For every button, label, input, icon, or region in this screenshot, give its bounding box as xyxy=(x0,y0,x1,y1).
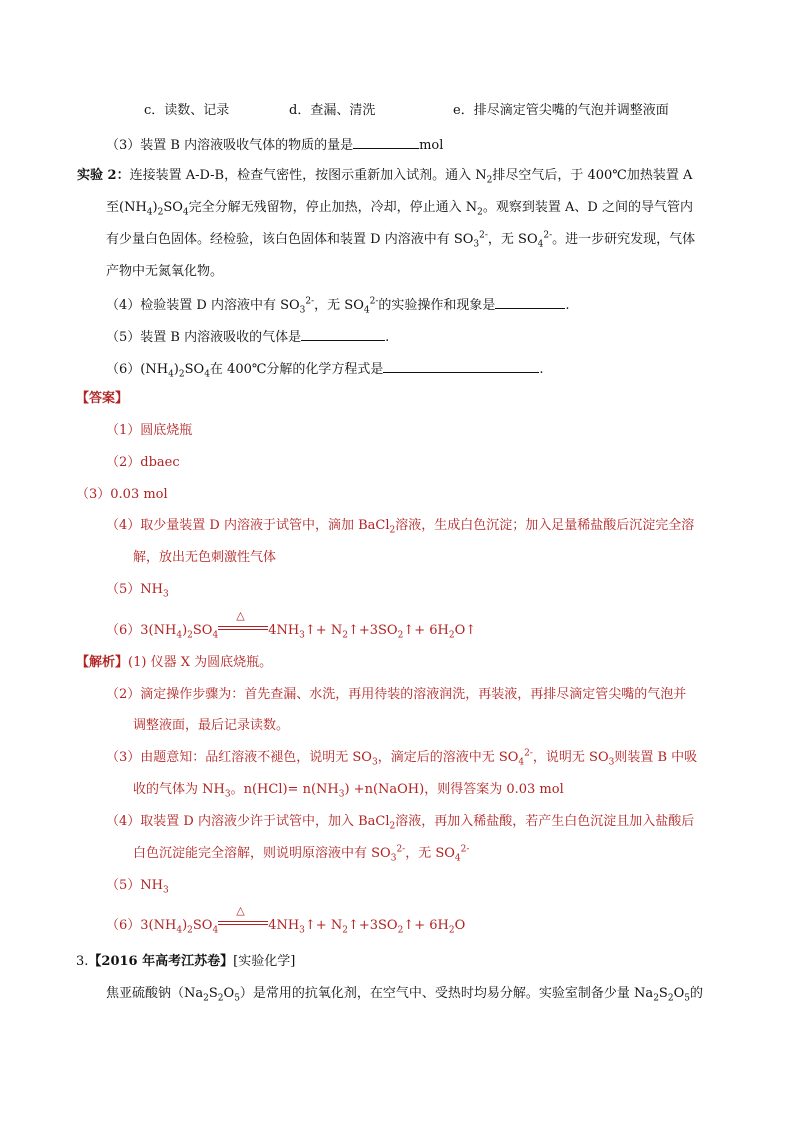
answer-4-line-2: 解，放出无色刺激性气体 xyxy=(133,550,277,565)
answer-blank xyxy=(301,326,385,341)
question-number: 3. xyxy=(76,954,89,969)
answer-4-line-1: （4）取少量装置 D 内溶液于试管中，滴加 BaCl$_2$溶液，生成白色沉淀；加入足量稀盐酸后沉淀完全溶 xyxy=(106,518,695,536)
heating-condition xyxy=(218,904,268,929)
answer-1: （1）圆底烧瓶 xyxy=(106,423,193,438)
analysis-6-equation: $(6)3(NH_4)_2SO_4$ △ $4NH_3↑+$ $N_2↑+3SO_2↑+ 6H_2O$ xyxy=(106,904,466,936)
answer-5: $(5)NH_3$ xyxy=(106,582,169,600)
analysis-2-line-1: （2）滴定操作步骤为：首先查漏、水洗，再用待装的溶液润洗，再装液，再排尽滴定管尖嘴的气泡并 xyxy=(106,687,687,702)
question-6: $(6)(NH_4)_2SO_4$在 400℃分解的化学方程式是 . xyxy=(106,358,544,380)
q2-option-e-line xyxy=(453,101,669,121)
option-e: e．排尽滴定管尖嘴的气泡并调整液面 xyxy=(453,103,669,118)
answer-header: 【答案】 xyxy=(76,391,129,406)
answer-6-equation: $(6)3(NH_4)_2SO_4$ △ $4NH_3↑+$ $N_2↑+3SO_2↑+$ $6H_2O↑$ xyxy=(106,609,477,641)
exp2-line-3: 有少量白色固体。经检验，该白色固体和装置 D 内溶液中有 $SO_3^{2-}$，无 $SO_4^{2-}$。进一步研究发现，气体 xyxy=(106,230,696,250)
answer-blank xyxy=(383,358,539,373)
answer-blank xyxy=(495,294,565,309)
analysis-4-line-2: 白色沉淀能完全溶解，则说明原溶液中有 $SO_3^{2-}$，无 $SO_4^{2-}$ xyxy=(133,844,470,864)
heating-condition xyxy=(218,609,268,634)
exp2-line-4: 产物中无氮氧化物。 xyxy=(106,264,224,279)
option-c: c．读数、记录 xyxy=(144,103,230,118)
exp2-label: 实验 2： xyxy=(77,168,130,183)
analysis-1: 【解析】(1) 仪器 X 为圆底烧瓶。 xyxy=(76,655,273,670)
analysis-3-line-1: （3）由题意知：品红溶液不褪色，说明无 $SO_3$，滴定后的溶液中无 $SO_4^{2-}$，说明无 $SO_3$则装置 B 中吸 xyxy=(106,748,698,768)
q2-option-d-line xyxy=(289,101,375,121)
exp2-line-1: 实验 2：连接装置 A-D-B，检查气密性，按图示重新加入试剂。通入 $N_2$排尽空气后，于 400℃加热装置 A xyxy=(77,168,693,186)
analysis-2-line-2: 调整液面，最后记录读数。 xyxy=(133,718,290,733)
analysis-header: 【解析】 xyxy=(76,655,129,670)
question-5: （5）装置 B 内溶液吸收的气体是 . xyxy=(106,326,389,348)
question-4: （4）检验装置 D 内溶液中有 $SO_3^{2-}$，无 $SO_4^{2-}$的实验操作和现象是 . xyxy=(106,294,570,316)
answer-3: （3）0.03 mol xyxy=(76,487,168,502)
exp2-line-2: 至$(NH_4)_2SO_4$完全分解无残留物，停止加热，冷却，停止通入 $N_2$。观察到装置 A、D 之间的导气管内 xyxy=(106,200,693,218)
question-3-body-line-1: 焦亚硫酸钠$(Na_2S_2O_5)$是常用的抗氧化剂，在空气中、受热时均易分解。实验室制备少量 $Na_2S_2O_5$的 xyxy=(106,986,703,1004)
question-3: （3）装置 B 内溶液吸收气体的物质的量是 mol xyxy=(106,134,443,156)
question-type: [实验化学] xyxy=(233,954,296,969)
answer-2: （2）dbaec xyxy=(106,455,180,470)
analysis-3-line-2: 收的气体为 $NH_3$。$n(HCl)= n(NH_3)$ +n(NaOH)，则得答案为 0.03 mol xyxy=(133,782,564,800)
option-d: d．查漏、清洗 xyxy=(289,103,376,118)
answer-blank xyxy=(353,134,419,149)
analysis-4-line-1: （4）取装置 D 内溶液少许于试管中，加入 BaCl$_2$溶液，再加入稀盐酸，若产生白色沉淀且加入盐酸后 xyxy=(106,814,695,832)
question-3-header xyxy=(76,952,295,972)
delta-icon: △ xyxy=(236,609,245,622)
delta-icon: △ xyxy=(236,904,245,917)
q2-options-line xyxy=(144,101,229,121)
analysis-5: $(5)NH_3$ xyxy=(106,878,169,896)
exam-source-tag: 【2016 年高考江苏卷】 xyxy=(88,954,234,969)
